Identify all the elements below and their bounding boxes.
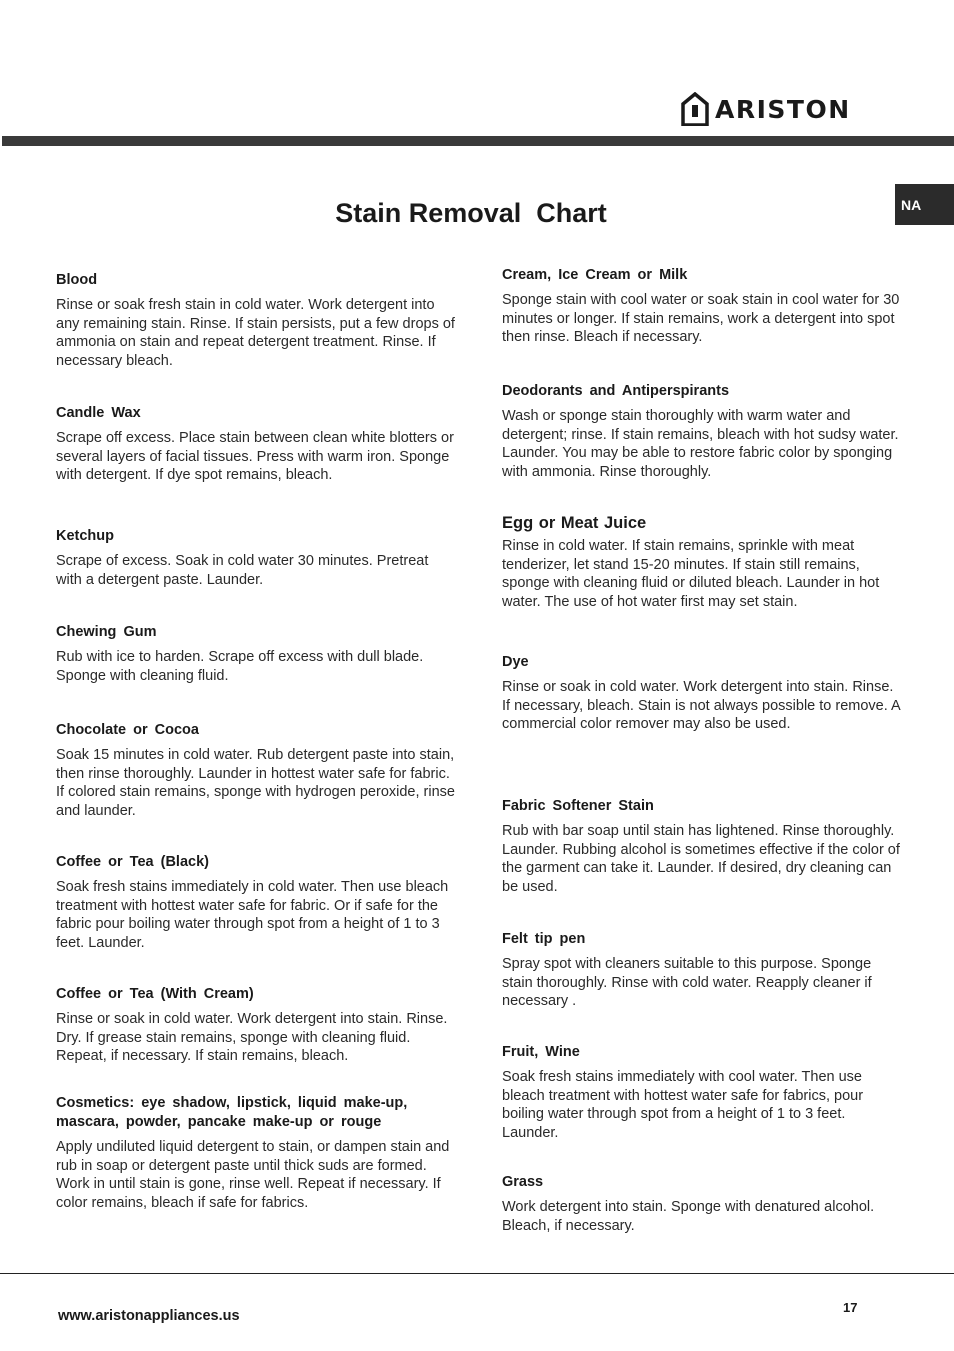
entry-text: Spray spot with cleaners suitable to this purpose. Sponge stain thoroughly. Rinse with cold water. Reapply cleaner if necessary . [502,956,872,1010]
entry-text: Soak fresh stains immediately in cold water. Then use bleach treatment with hottest water safe for fabric. Or if safe for the fabric pour boiling water through spot from a height of 1 to 3 feet. Launder. [56,879,449,951]
stain-entry-chewing-gum [56,623,456,685]
entry-title: Blood [56,272,98,288]
stain-entry-felt-tip-pen [502,930,902,1011]
entry-title: Coffee or Tea (With Cream) [56,986,254,1002]
ariston-house-icon [681,92,709,126]
entry-title: Cream, Ice Cream or Milk [502,267,688,283]
stain-entry-fruit-wine [502,1043,902,1142]
entry-text: Sponge stain with cool water or soak stain in cool water for 30 minutes or longer. If stain remains, work a detergent into spot then rinse. Bleach if necessary. [502,292,900,346]
entry-text: Rinse or soak in cold water. Work detergent into stain. Rinse. Dry. If grease stain remains, sponge with cleaning fluid. Repeat, if necessary. If stain remains, bleach. [56,1011,448,1065]
entry-text: Scrape off excess. Place stain between clean white blotters or several layers of facial tissues. Press with warm iron. Sponge with detergent. If dye spot remains, bleach. [56,430,454,484]
entry-title: Deodorants and Antiperspirants [502,383,730,399]
entry-text: Work detergent into stain. Sponge with denatured alcohol. Bleach, if necessary. [502,1199,875,1234]
entry-title: Ketchup [56,528,114,544]
header-rule [2,136,954,146]
brand-name: ARISTON [715,94,851,124]
entry-text: Rinse in cold water. If stain remains, sprinkle with meat tenderizer, let stand 15-20 minutes. If stain still remains, sponge with cleaning fluid or diluted bleach. Launder in hot water. The use of hot water first may set stain. [502,538,880,610]
stain-entry-coffee-cream [56,985,456,1066]
stain-entry-grass [502,1173,902,1235]
entry-text: Wash or sponge stain thoroughly with warm water and detergent; rinse. If stain remains, bleach with hot sudsy water. Launder. You may be able to restore fabric color by sponging with ammonia. Rinse thoroughly. [502,408,899,480]
entry-title: Chocolate or Cocoa [56,722,199,738]
entry-title: Fabric Softener Stain [502,798,654,814]
page-number: 17 [843,1300,858,1315]
stain-entry-dye [502,653,902,734]
entry-title: Fruit, Wine [502,1044,580,1060]
stain-entry-fabric-softener [502,797,902,896]
entry-text: Soak fresh stains immediately with cool water. Then use bleach treatment with hottest water safe for fabrics, pour boiling water through spot from a height of 1 to 3 feet. Launder. [502,1069,864,1141]
footer-rule [0,1273,954,1274]
entry-title: Grass [502,1174,544,1190]
stain-entry-chocolate [56,721,456,820]
stain-entry-cream [502,266,902,347]
entry-title: Egg or Meat Juice [502,514,647,532]
stain-entry-coffee-black [56,853,456,952]
stain-entry-deodorants [502,382,902,481]
entry-text: Scrape of excess. Soak in cold water 30 minutes. Pretreat with a detergent paste. Launder. [56,553,429,588]
stain-entry-cosmetics [56,1094,456,1212]
stain-entry-blood [56,271,456,370]
entry-title: Dye [502,654,529,670]
stain-entry-egg [502,514,902,611]
entry-text: Rub with bar soap until stain has lightened. Rinse thoroughly. Launder. Rubbing alcohol is sometimes effective if the color of the garment can take it. Launder. If desired, dry cleaning can be used. [502,823,900,895]
entry-title: Coffee or Tea (Black) [56,854,209,870]
entry-text: Soak 15 minutes in cold water. Rub detergent paste into stain, then rinse thoroughly. Launder in hottest water safe for fabric. If colored stain remains, sponge with hydrogen peroxide, rinse and launder. [56,747,455,819]
entry-text: Rub with ice to harden. Scrape off excess with dull blade. Sponge with cleaning fluid. [56,649,424,684]
stain-entry-candle-wax [56,404,456,485]
entry-text: Apply undiluted liquid detergent to stain, or dampen stain and rub in soap or detergent paste until thick suds are formed. Work in until stain is gone, rinse well. Repeat if necessary. If color remains, bleach if safe for fabrics. [56,1139,450,1211]
region-tab: NA [895,184,954,225]
entry-title: Chewing Gum [56,624,157,640]
entry-title: Candle Wax [56,405,141,421]
entry-text: Rinse or soak fresh stain in cold water. Work detergent into any remaining stain. Rinse. If stain persists, put a few drops of ammonia on stain and repeat detergent treatment. Rinse. If necessary bleach. [56,297,455,369]
entry-title: Cosmetics: eye shadow, lipstick, liquid make-up, mascara, powder, pancake make-up or rouge [56,1095,408,1130]
brand-logo [681,91,851,127]
entry-text: Rinse or soak in cold water. Work detergent into stain. Rinse. If necessary, bleach. Stain is not always possible to remove. A commercial color remover may also be used. [502,679,900,733]
stain-entry-ketchup [56,527,456,589]
footer-url[interactable]: www.aristonappliances.us [58,1308,240,1324]
entry-title: Felt tip pen [502,931,586,947]
page-title: Stain Removal Chart [335,198,607,228]
